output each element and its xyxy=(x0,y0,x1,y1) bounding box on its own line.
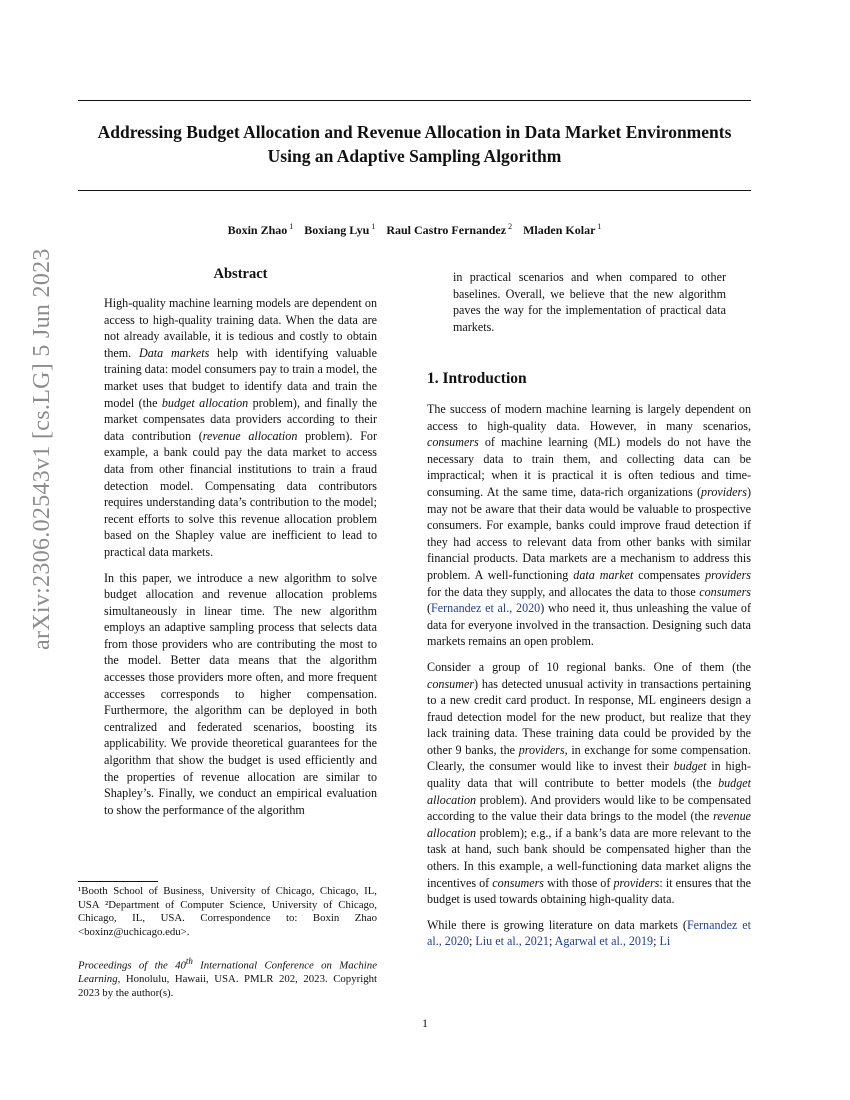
abstract-continuation: in practical scenarios and when compared to other baselines. Overall, we believe that the new algorithm paves the way for the implementation of practical data markets. xyxy=(453,270,726,334)
author: Boxin Zhao $^1$ xyxy=(227,222,294,237)
title-bottom-rule xyxy=(78,190,751,191)
intro-paragraph: The success of modern machine learning is largely dependent on access to high-quality data. However, in many scenarios, consumers of machine learning (ML) models do not have the necessary data to train them, and collecting data can be impractical; when it is practical it is often tedious and time-consuming. At the same time, data-rich organizations (providers) may not be aware that their data would be valuable to prospective consumers. For example, banks could improve fraud detection if they had access to relevant data from other banks with similar financial products. Data markets are a mechanism to address this problem. A well-functioning data market compensates providers for the data they supply, and allocates the data to those consumers (Fernandez et al., 2020) who need it, thus unleashing the value of data for everyone involved in the transaction. Designing such data markets remains an open problem. xyxy=(427,402,751,649)
abstract-heading: Abstract xyxy=(213,266,268,282)
intro-paragraph: Consider a group of 10 regional banks. One of them (the consumer) has detected unusual activity in transactions pertaining to a new credit card product. In response, ML engineers design a fraud detection model for the new product, but realize that they lack training data. These training data could be provided by the other 9 banks, the providers, in exchange for some compensation. Clearly, the consumer would like to invest their budget in high-quality data that will contribute to better models (the budget allocation problem). And providers would like to be compensated according to the value their data brings to the model (the revenue allocation problem); e.g., if a bank’s data are more relevant to the task at hand, such bank should be compensated higher than the others. In this example, a well-functioning data market aligns the incentives of consumers with those of providers: it ensures that the budget is used towards obtaining high-quality data. xyxy=(427,659,752,907)
author: Raul Castro Fernandez $^2$ xyxy=(386,222,513,237)
abstract-body xyxy=(104,295,377,827)
citation-link[interactable]: Fernandez et al., 2020 xyxy=(431,601,541,616)
arxiv-identifier: arXiv:2306.02543v1 [cs.LG] 5 Jun 2023 xyxy=(29,248,55,650)
author: Mladen Kolar $^1$ xyxy=(523,222,602,237)
page-number: 1 xyxy=(422,1016,428,1030)
title-top-rule xyxy=(78,100,751,101)
citation-link[interactable]: Fernandez et al., 2020 xyxy=(427,917,751,949)
citation-link[interactable]: Li xyxy=(659,934,671,949)
intro-paragraph: While there is growing literature on data markets (Fernandez et al., 2020; Liu et al., 2021; Agarwal et al., 2019; Li xyxy=(427,917,751,949)
abstract-paragraph: In this paper, we introduce a new algorithm to solve budget allocation and revenue allocation problems simultaneously in linear time. The new algorithm employs an adaptive sampling process that selects data from those providers who are contributing the most to the model. Better data means that the algorithm accesses those providers more often, and more frequent accesses corresponds to higher compensation. Furthermore, the algorithm can be deployed in both centralized and federated scenarios, boosting its applicability. We provide theoretical guarantees for the algorithm that show the budget is used efficiently and the properties of revenue allocation are similar to Shapley’s. Finally, we conduct an empirical evaluation to show the performance of the algorithm xyxy=(104,570,377,817)
affiliation-footnote: ¹Booth School of Business, University of Chicago, Chicago, IL, USA ²Department of Computer Science, University of Chicago, Chicago, IL, USA. Correspondence to: Boxin Zhao <boxinz@uchicago.edu>. xyxy=(78,885,377,938)
introduction-body xyxy=(427,401,751,959)
citation-link[interactable]: Liu et al., 2021 xyxy=(475,934,549,949)
paper-title: Addressing Budget Allocation and Revenue Allocation in Data Market Environments Using an Adaptive Sampling Algorithm xyxy=(97,122,732,166)
introduction-heading: 1. Introduction xyxy=(427,370,527,387)
citation-link[interactable]: Agarwal et al., 2019 xyxy=(554,934,654,949)
abstract-paragraph: High-quality machine learning models are dependent on access to high-quality training data. When the data are not already available, it is tedious and costly to obtain them. Data markets help with identifying valuable training data: model consumers pay to train a model, the market uses that budget to identify data and train the model (the budget allocation problem), and finally the market compensates data providers according to their data contribution (revenue allocation problem). For example, a bank could pay the data market to access data from other financial institutions to train a fraud detection model. Compensating data contributors requires understanding data’s contribution to the model; recent efforts to solve this revenue allocation problem based on the Shapley value are inefficient to lead to practical data markets. xyxy=(104,296,378,559)
author: Boxiang Lyu $^1$ xyxy=(304,222,376,237)
proceedings-note: Proceedings of the 40th International Conference on Machine Learning, Honolulu, Hawaii, USA. PMLR 202, 2023. Copyright 2023 by the author(s). xyxy=(78,956,377,999)
footnote-rule xyxy=(78,881,158,882)
author-list xyxy=(78,219,751,238)
